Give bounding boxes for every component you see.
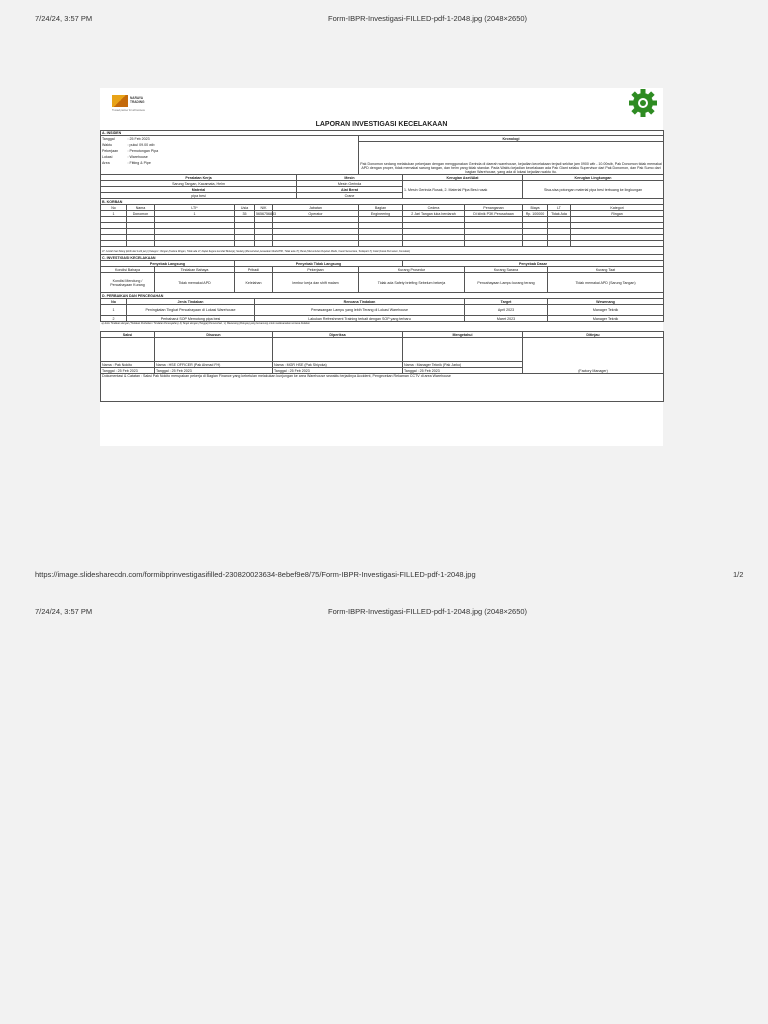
print-title: Form-IBPR-Investigasi-FILLED-pdf-1-2048.jpg (2048×2650) (328, 14, 528, 23)
peralatan-heading: Peralatan Kerja (101, 175, 297, 181)
perbaikan-header: Jenis Tindakan (127, 299, 255, 305)
logo-line2: TRADING (130, 100, 145, 104)
investigation-form-table (100, 130, 664, 402)
perbaikan-target: April 2023 (465, 305, 548, 316)
sign-name: Nama : HSE OFFICER (Pak Ahmad FH) (155, 362, 273, 368)
kurang-sarana-label: Kurang Sarana (465, 267, 548, 273)
perbaikan-header: Target (465, 299, 548, 305)
perbaikan-rencana: Lakukan Refreshment Training terkait dengan SOP yang terbaru (255, 316, 465, 322)
insiden-label: Waktu (101, 142, 127, 148)
kronologi-text: Pak Donomon sedang melakukan pekerjaan dengan menggunakan Gerinda di daerah warehouse, kejadian kecelakaan terjadi sekitar jam 0900 wib - 10.00wib, Pak Donomon tidak memakai APD dengan proper, tidak memakai sarung tangan, dan helm yang tidak standar. Pada Waktu kejadian kecelakaan ada Pak Giant selaku Supervisor dari Pak Donomon, dan Pak Sumo dari bagian Warehouse, yang ada di lokasi kejadian waktu itu. (359, 142, 664, 175)
perbaikan-target: Maret 2023 (465, 316, 548, 322)
sign-space (101, 338, 155, 362)
korban-cell: Operator (273, 211, 359, 217)
sign-date: Tanggal : 25 Feb 2023 (403, 368, 523, 374)
sign-name: Nama : Manager Teknik (Pak Jarko) (403, 362, 523, 368)
perbaikan-note: a) Jenis Tindakan dengan (Tindakan Perbaikan / Tindakan Pencegahan), b) Target dengan (Tanggal) Pemenuhan ; c) Wewenang (Petugas) yang bersamung untuk melaksanakan rencana tindakan (101, 321, 310, 325)
korban-header: Bagian (359, 205, 403, 211)
insiden-value: : pukul 09.00 wib (127, 142, 359, 148)
kondisi-bahaya-label: Kondisi Bahaya (101, 267, 155, 273)
perbaikan-rencana: Pemasangan Lampu yang lebih Terang di Lokasi Warehouse (255, 305, 465, 316)
sign-date: Tanggal : 25 Feb 2023 (101, 368, 155, 374)
kurang-taat-value: Tidak memakai APD (Sarung Tangan) (548, 273, 664, 293)
logo-mark-icon (112, 95, 128, 107)
insiden-label: Tanggal (101, 136, 127, 142)
material-heading: Material (101, 187, 297, 193)
pekerjaan-label: Pekerjaan (273, 267, 359, 273)
korban-header: Cedera (403, 205, 465, 211)
print-page-number: 1/2 (733, 570, 744, 579)
insiden-label: Area (101, 160, 127, 166)
logo-line1: NARAYA (130, 96, 144, 100)
korban-header: LTI* (155, 205, 235, 211)
penyebab-dasar-heading: Penyebab Dasar (403, 261, 664, 267)
kerugian-lingkungan-heading: Kerugian Lingkungan (523, 175, 664, 181)
korban-header: LT (548, 205, 571, 211)
pribadi-value: Kelelahan (235, 273, 273, 293)
perbaikan-header: No (101, 299, 127, 305)
sign-header-disusun: Disusun (155, 332, 273, 338)
perbaikan-no: 1 (101, 305, 127, 316)
sign-header-diperiksa: Diperiksa (273, 332, 403, 338)
peralatan-value: Sarung Tangan, Kacamata, Helm (101, 181, 297, 187)
perbaikan-no: 2 (101, 316, 127, 322)
korban-header: No (101, 205, 127, 211)
print-timestamp: 7/24/24, 3:57 PM (35, 14, 93, 23)
section-b-heading: B. KORBAN (101, 199, 664, 205)
kronologi-heading: Kronologi (359, 136, 664, 142)
alat-berat-value: Crane (297, 193, 403, 199)
section-d-heading: D. PERBAIKAN DAN PENCEGAHAN (101, 293, 664, 299)
pribadi-label: Pribadi (235, 267, 273, 273)
section-a-heading: A. INSIDEN (101, 131, 664, 136)
form-title: LAPORAN INVESTIGASI KECELAKAAN (315, 121, 448, 128)
material-value: pipa besi (101, 193, 297, 199)
form-page-image (100, 88, 663, 446)
insiden-value: : Fitting & Pipe (127, 160, 359, 166)
kerugian-aset-value: 1. Mesin Gerinda Rusak, 2. Material Pipa Besi rusak (403, 181, 523, 199)
ditinjau-role: (Factory Manager) (523, 338, 664, 374)
company-logo (112, 93, 172, 113)
insiden-label: Lokasi (101, 154, 127, 160)
sign-space (403, 338, 523, 362)
sign-name: Nama : MGR HSE (Pak Shiyoka) (273, 362, 403, 368)
kurang-sarana-value: Pencahayaan Lampu kurang terang (465, 273, 548, 293)
perbaikan-header: Wewenang (548, 299, 664, 305)
tindakan-bahaya-value: Tidak memakai APD (155, 273, 235, 293)
sign-header-ditinjau: Ditinjau (523, 332, 664, 338)
pekerjaan-value: lembur kerja dan shift malam (273, 273, 359, 293)
korban-header: Penanganan (465, 205, 523, 211)
print-title-2: Form-IBPR-Investigasi-FILLED-pdf-1-2048.jpg (2048×2650) (328, 607, 528, 616)
korban-cell: 5656756883 (256, 211, 276, 216)
kerugian-lingkungan-value: Sisa-sisa potongan material pipa besi terbuang ke lingkungan (523, 181, 664, 199)
sign-date: Tanggal : 25 Feb 2023 (155, 368, 273, 374)
korban-header: NIK (255, 205, 273, 211)
gear-icon (628, 88, 658, 118)
logo-tagline: Trusted partner for all business (112, 109, 145, 112)
insiden-value: : Pemotongan Pipa (127, 148, 359, 154)
korban-header: Biaya (523, 205, 548, 211)
kurang-prosedur-value: Tidak ada Safety briefing Sebelum bekerja (359, 273, 465, 293)
mesin-value: Mesin Gerinda (297, 181, 403, 187)
penyebab-tidak-langsung-heading: Penyebab Tidak Langsung (235, 261, 403, 267)
sign-space (273, 338, 403, 362)
sign-name: Nama : Pak Nokito (101, 362, 155, 368)
sign-header-saksi: Saksi (101, 332, 155, 338)
sign-header-mengetahui: Mengetahui (403, 332, 523, 338)
kurang-taat-label: Kurang Taat (548, 267, 664, 273)
korban-header: Nama (127, 205, 155, 211)
alat-berat-heading: Alat Berat (297, 187, 403, 193)
korban-note: LT: Jumlah hari hilang (lebih dari 1x24 jam) | Kategori : Ringan (Cedera Ringan, Tidak ada LT, Dapat Segera kembali Bekerja); Sedang (Memerlukan perawatan Medis/P3K, Tidak ada LT); Berat (Memerlukan Rujukan Medis, Cacat Sementara, Terdapat LT); Fatal (Cacat Permanen, Kematian) (101, 247, 664, 255)
penyebab-langsung-heading: Penyebab Langsung (101, 261, 235, 267)
korban-header: Usia (235, 205, 255, 211)
perbaikan-jenis: Peningkatan Tingkat Pencahayaan di Lokasi Warehouse (127, 305, 255, 316)
print-url: https://image.slidesharecdn.com/formibprinvestigasifilled-230820023634-8ebef9e8/75/Form-IBPR-Investigasi-FILLED-pdf-1-2048.jpg (35, 570, 476, 579)
korban-header: Kategori (571, 205, 664, 211)
dokumentasi-notes: Dokumentasi & Catatan : Saksi Pak Nokito merupakan pekerja di Bagian Finance yang kebetulan melakukan kunjungan ke area Warehouse sewaktu terjadinya Accident, Pengecekan Rekaman CCTV di area Warehouse (101, 374, 664, 402)
perbaikan-header: Rencana Tindakan (255, 299, 465, 305)
korban-cell: 2 Jari Tangan luka berdarah (403, 211, 465, 217)
korban-cell: Donomon (127, 211, 155, 217)
perbaikan-wewenang: Manager Teknik (548, 316, 664, 322)
kondisi-bahaya-value: Kondisi Mendung / Pencahayaan Kurang (101, 273, 155, 293)
korban-cell: Engineering (359, 211, 403, 217)
korban-cell: 1 (155, 211, 235, 217)
insiden-label: Pekerjaan (101, 148, 127, 154)
sign-space (155, 338, 273, 362)
tindakan-bahaya-label: Tindakan Bahaya (155, 267, 235, 273)
korban-cell: Tidak Ada (548, 211, 571, 217)
insiden-blank (101, 166, 359, 175)
perbaikan-jenis: Perbaharui SOP Memotong pipa besi (127, 316, 255, 322)
kurang-prosedur-label: Kurang Prosedur (359, 267, 465, 273)
perbaikan-wewenang: Manager Teknik (548, 305, 664, 316)
kerugian-aset-heading: Kerugian Aset/Alat (403, 175, 523, 181)
korban-header: Jabatan (273, 205, 359, 211)
print-timestamp-2: 7/24/24, 3:57 PM (35, 607, 93, 616)
korban-cell: 1 (101, 211, 127, 217)
sign-date: Tanggal : 25 Feb 2023 (273, 368, 403, 374)
section-c-heading: C. INVESTIGASI KECELAKAAN (101, 255, 664, 261)
korban-cell: Di klinik P3K Perusahaan (465, 211, 523, 217)
mesin-heading: Mesin (297, 175, 403, 181)
korban-cell: 35 (235, 211, 255, 217)
korban-cell: Ringan (571, 211, 664, 217)
insiden-value: : 25 Feb 2023 (127, 136, 359, 142)
korban-cell: Rp. 100000 (523, 211, 548, 217)
insiden-value: : Warehouse (127, 154, 359, 160)
